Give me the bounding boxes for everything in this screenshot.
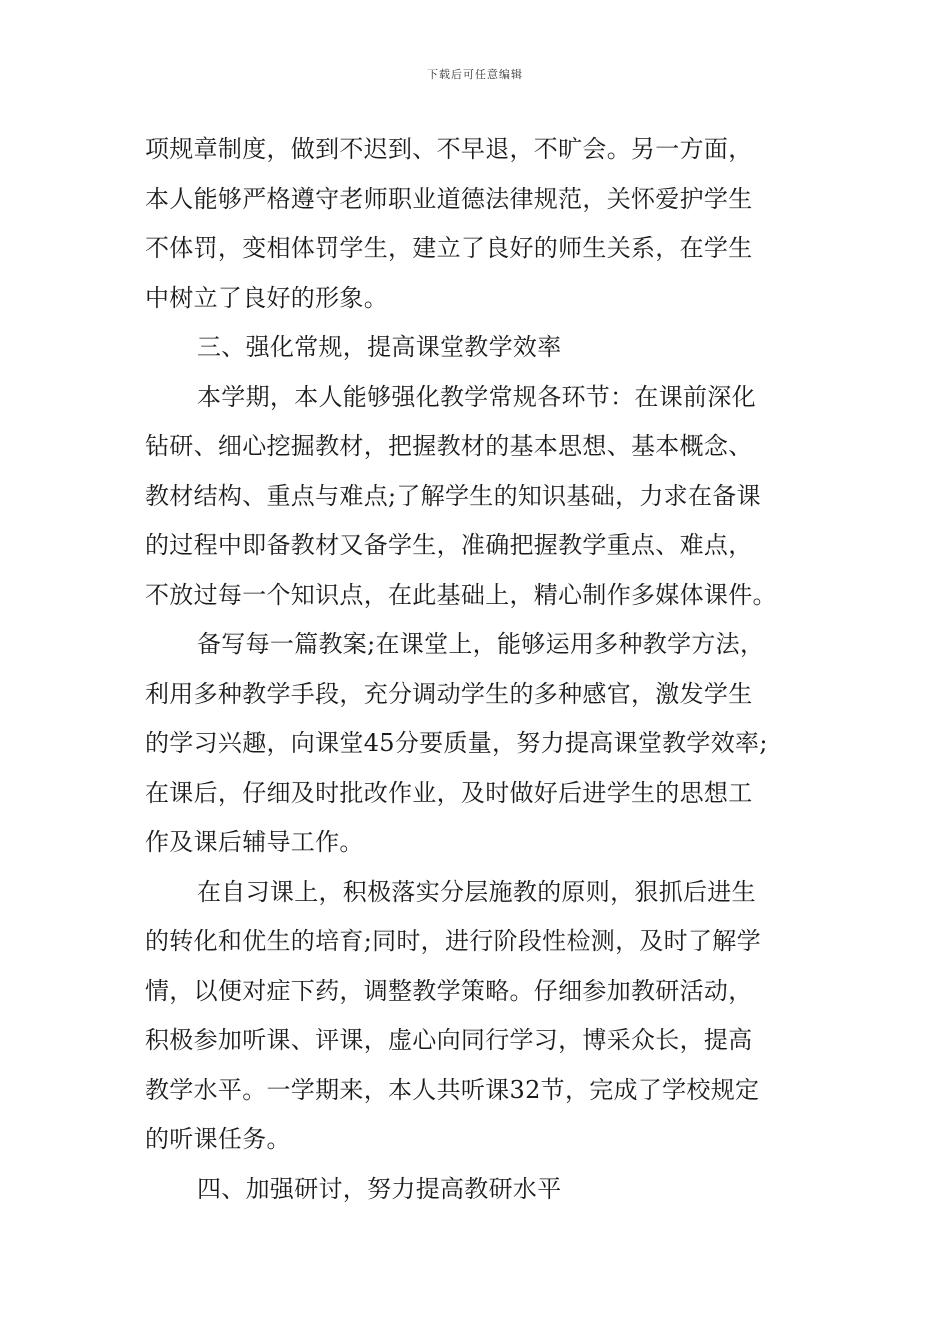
paragraph-start: 本学期，本人能够强化教学常规各环节：在课前深化 [197,382,756,411]
text-line: 在课后，仔细及时批改作业，及时做好后进学生的思想工 [145,778,753,807]
text-line: 本人能够严格遵守老师职业道德法律规范，关怀爱护学生 [145,184,753,213]
text-line: 的转化和优生的培育;同时，进行阶段性检测，及时了解学 [145,927,761,955]
header-note: 下载后可任意编辑 [427,68,523,81]
text-line: 的学习兴趣，向课堂45分要质量，努力提高课堂教学效率; [145,729,768,757]
text-line: 教材结构、重点与难点;了解学生的知识基础，力求在备课 [145,481,761,510]
text-line: 项规章制度，做到不迟到、不早退，不旷会。另一方面， [145,135,753,163]
paragraph-start: 在自习课上，积极落实分层施教的原则，狠抓后进生 [197,877,756,906]
section-heading: 三、强化常规，提高课堂教学效率 [197,333,562,361]
text-line: 中树立了良好的形象。 [145,283,388,312]
document-body [145,125,809,1214]
paragraph-start: 备写每一篇教案;在课堂上，能够运用多种教学方法， [197,630,765,658]
text-line: 不放过每一个知识点，在此基础上，精心制作多媒体课件。 [145,580,777,609]
text-line: 的听课任务。 [145,1125,291,1153]
text-line: 不体罚，变相体罚学生，建立了良好的师生关系，在学生 [145,234,753,262]
text-line: 教学水平。一学期来，本人共听课32节，完成了学校规定 [145,1075,760,1104]
text-line: 作及课后辅导工作。 [145,828,364,856]
text-line: 积极参加听课、评课，虚心向同行学习，博采众长，提高 [145,1026,753,1054]
section-heading: 四、加强研讨，努力提高教研水平 [197,1174,562,1203]
text-line: 钻研、细心挖掘教材，把握教材的基本思想、基本概念、 [145,432,753,460]
text-line: 的过程中即备教材又备学生，准确把握教学重点、难点， [145,531,753,559]
text-line: 利用多种教学手段，充分调动学生的多种感官，激发学生 [145,679,753,708]
text-line: 情，以便对症下药，调整教学策略。仔细参加教研活动， [145,976,753,1005]
